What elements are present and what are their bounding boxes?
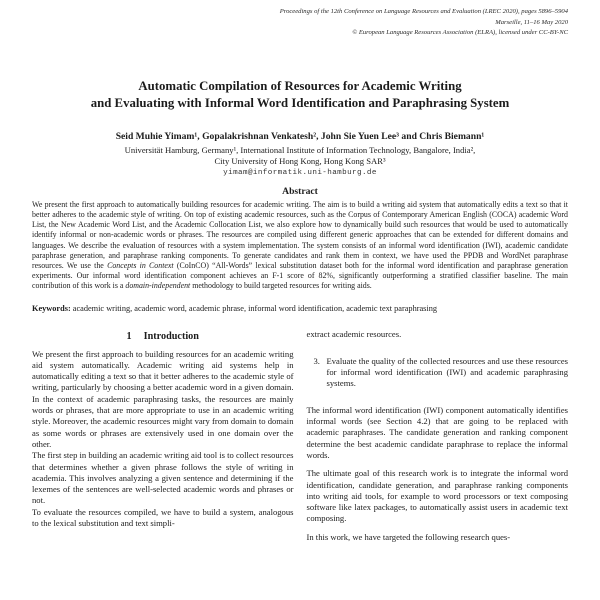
abstract-text: We present the first approach to automatically building resources for academic writing. The aim is to build a writing aid system that automatically edits a text so that it better adheres to the academic style of writing. On top of existing academic resources, such as the Corpus of Contemporary American English (COCA) academic Word List, the New Academic Word List, and the Academic Collocation List, we also explore how to dynamically build such resources that would be used to automatically identify informal or non-academic words or phrases. The resources are compiled using different generic approaches that can be extended for different domains and languages. We describe the evaluation of resources with a system implementation. The system consists of an informal word identification (IWI), academic candidate paraphrase generation, and paraphrase ranking components. To generate candidates and rank them in context, we have used the PPDB and WordNet paraphrase resources. We use the Concepts in Context (CoInCO) “All-Words” lexical substitution dataset both for the informal word identification and paraphrase generation experiments. Our informal word identification component achieves an F-1 score of 82%, significantly outperforming a stratified classifier baseline. The main contribution of this work is a domain-independent methodology to build targeted resources for writing aids. <box>32 200 568 290</box>
keywords-line: Keywords: academic writing, academic word, academic phrase, informal word identification, academic text paraphrasing <box>32 304 438 314</box>
contact-email: yimam@informatik.uni-hamburg.de <box>223 169 377 178</box>
paragraph: The ultimate goal of this research work is to integrate the informal word identification, candidate generation, and paraphrase ranking components into writing aid tools, for example to word processors or text composing software like latex packages, to automatically assist users in academic text composing. <box>306 468 568 524</box>
list-item-number: 3. <box>313 355 320 366</box>
paragraph: We present the first approach to building resources for an academic writing aid system automatically. Academic writing aid systems help in automatically editing a text so that it better adheres to the academic style of writing, particularly by choosing a better academic word in a given domain. In the context of academic paraphrasing tasks, the resources are mainly words or phrases, that are more appropriate to use in an academic writing style. Moreover, the academic resources might vary from domain to domain as some words or phrases are extensively used in one domain over the other. <box>32 348 294 449</box>
left-column <box>32 328 294 543</box>
license-line: © European Language Resources Association (ELRA), licensed under CC-BY-NC <box>352 29 568 37</box>
section-heading-introduction <box>32 331 294 342</box>
affiliation-line-2: City University of Hong Kong, Hong Kong SAR³ <box>214 155 386 166</box>
affiliation-line-1: Universität Hamburg, Germany¹, International Institute of Information Technology, Bangalore, India², <box>124 144 476 155</box>
paragraph: The first step in building an academic writing aid tool is to collect resources that determines whether a given phrase follows the style of writing in academia. This involves analyzing a given sentence and determining if the lexemes of the sentences are well-selected academic words and phrases or not. <box>32 450 294 506</box>
title-line-2: and Evaluating with Informal Word Identification and Paraphrasing System <box>90 95 510 110</box>
paragraph: To evaluate the resources compiled, we have to build a system, analogous to the lexical substitution and text simpli- <box>32 506 294 528</box>
section-title: Introduction <box>143 330 199 342</box>
abstract-heading: Abstract <box>282 186 318 198</box>
venue-date-line: Marseille, 11–16 May 2020 <box>495 18 568 26</box>
numbered-list-item <box>307 356 569 390</box>
right-column <box>307 328 569 543</box>
paragraph: In this work, we have targeted the following research ques- <box>306 531 511 542</box>
affiliations <box>32 145 568 167</box>
section-number: 1 <box>126 330 132 342</box>
list-item-text: Evaluate the quality of the collected resources and use these resources for informal word identification (IWI) and academic paraphrasing systems. <box>326 355 568 389</box>
paragraph: The informal word identification (IWI) component automatically identifies informal words (see Section 4.2) that are going to be replaced with academic paraphrases. The candidate generation and ranking component determine the best academic candidate paraphrase to replace the informal words. <box>306 404 568 460</box>
author-names: Seid Muhie Yimam¹, Gopalakrishnan Venkatesh², John Sie Yuen Lee³ and Chris Biemann¹ <box>115 130 485 142</box>
proceedings-header <box>32 7 568 39</box>
title-line-1: Automatic Compilation of Resources for Academic Writing <box>138 78 462 93</box>
proceedings-line: Proceedings of the 12th Conference on Language Resources and Evaluation (LREC 2020), pages 5896–5904 <box>279 8 568 15</box>
paper-title <box>32 78 568 112</box>
two-column-body <box>32 328 568 543</box>
continuation-paragraph: extract academic resources. <box>306 328 402 339</box>
